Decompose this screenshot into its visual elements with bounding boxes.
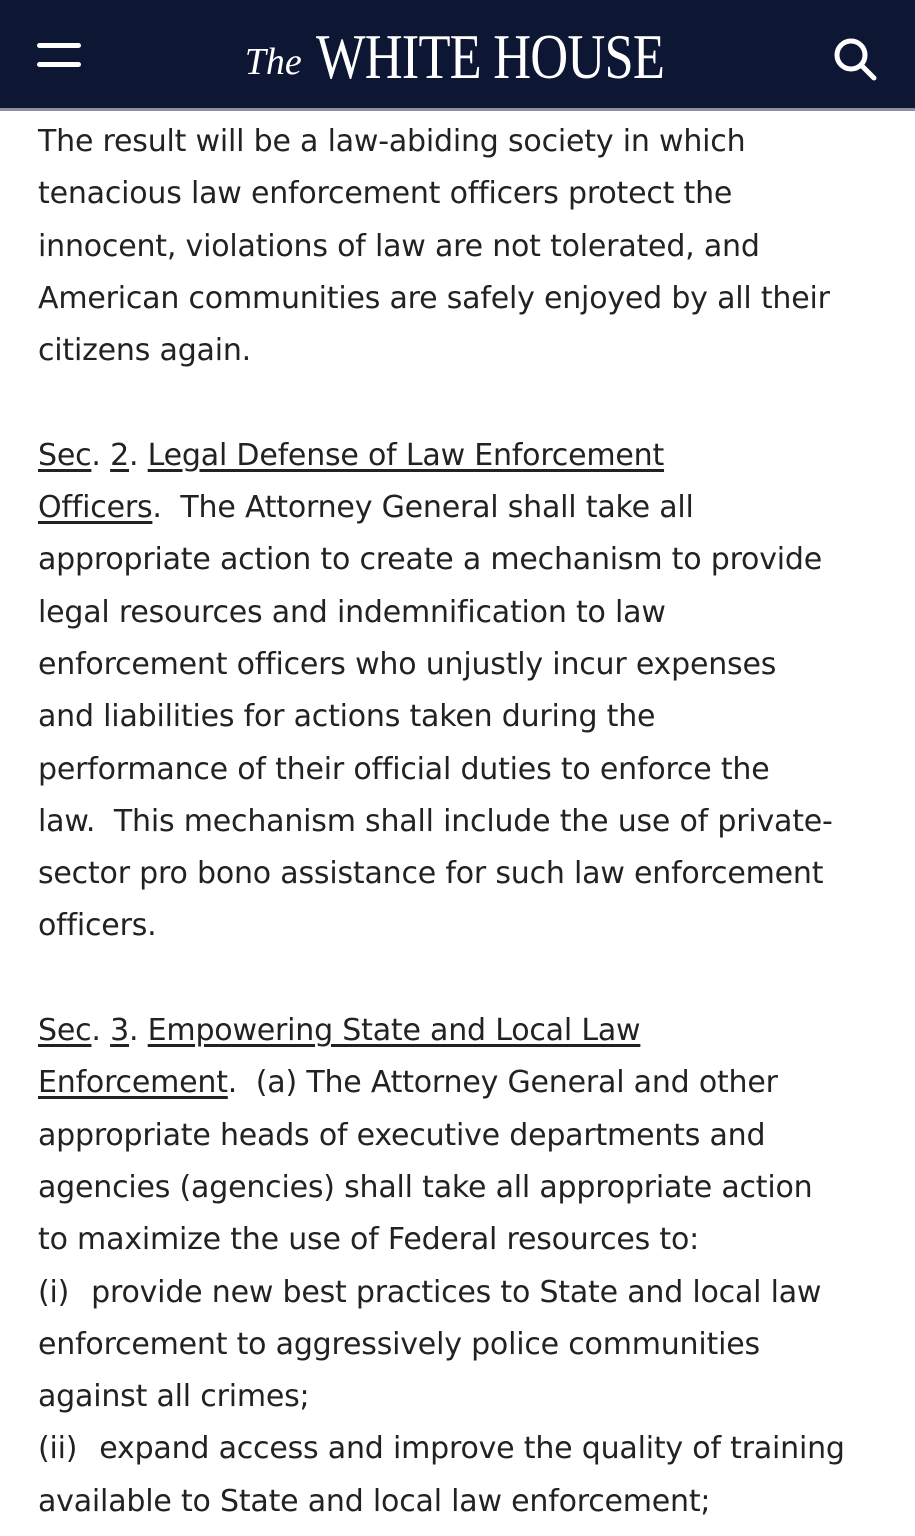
list-item-i-text: provide new best practices to State and local law [91,1274,822,1310]
sec2-label-link[interactable]: Sec [38,437,92,473]
sec3-number-link[interactable]: 3 [110,1013,129,1049]
search-icon[interactable] [830,34,880,84]
sec2-text: The Attorney General shall take all [161,490,694,526]
text-line: enforcement officers who unjustly incur expenses [38,646,777,682]
text-line: agencies (agencies) shall take all appropriate action [38,1169,813,1205]
text-line: Officers. The Attorney General shall take all [38,490,694,526]
text-line: appropriate action to create a mechanism to provide [38,542,822,578]
logo-the: The [244,41,302,83]
text-line: American communities are safely enjoyed by all their [38,280,830,316]
text-line: innocent, violations of law are not tolerated, and [38,228,760,264]
section-3 [38,1005,888,1528]
site-header [0,0,915,111]
sec2-number-link[interactable]: 2 [110,437,129,473]
text-line: The result will be a law-abiding society in which [38,124,746,159]
list-item-ii-text: expand access and improve the quality of training [99,1431,845,1467]
text-line: law. This mechanism shall include the use of private- [38,803,833,839]
text-line: citizens again. [38,333,252,369]
list-item-ii-label: (ii) [38,1431,78,1467]
text-line: performance of their official duties to enforce the [38,751,770,787]
text-line: and liabilities for actions taken during the [38,699,656,735]
sec2-heading-link[interactable]: Legal Defense of Law Enforcement [147,437,665,473]
sec3-heading-link[interactable]: Empowering State and Local Law [147,1013,641,1049]
text-line: officers. [38,908,157,944]
text-line: enforcement to aggressively police communities [38,1326,760,1362]
text-line: to maximize the use of Federal resources to: [38,1222,700,1258]
section-3-heading-line: Sec. 3. Empowering State and Local Law [38,1013,641,1049]
logo-name: WHITE HOUSE [315,21,664,92]
list-item-i [38,1267,888,1319]
sec3-heading-link-cont[interactable]: Enforcement [38,1065,228,1101]
text-line: against all crimes; [38,1379,310,1415]
intro-paragraph [38,116,888,377]
sec3-label-link[interactable]: Sec [38,1013,92,1049]
text-line: available to State and local law enforcement; [38,1483,711,1519]
search-icon-svg [830,34,880,84]
text-line: appropriate heads of executive departments and [38,1117,766,1153]
sec2-heading-link-cont[interactable]: Officers [38,490,153,526]
text-line: sector pro bono assistance for such law enforcement [38,856,824,892]
text-line: Enforcement. (a) The Attorney General and other [38,1065,778,1101]
article-body [38,116,888,1528]
section-2 [38,430,888,953]
text-line: tenacious law enforcement officers protect the [38,176,733,212]
site-logo[interactable] [0,20,915,94]
section-2-heading-line: Sec. 2. Legal Defense of Law Enforcement [38,437,665,473]
list-item-i-label: (i) [38,1274,70,1310]
text-line: legal resources and indemnification to law [38,594,666,630]
sec3-text: (a) The Attorney General and other [237,1065,778,1101]
list-item-ii [38,1423,888,1475]
